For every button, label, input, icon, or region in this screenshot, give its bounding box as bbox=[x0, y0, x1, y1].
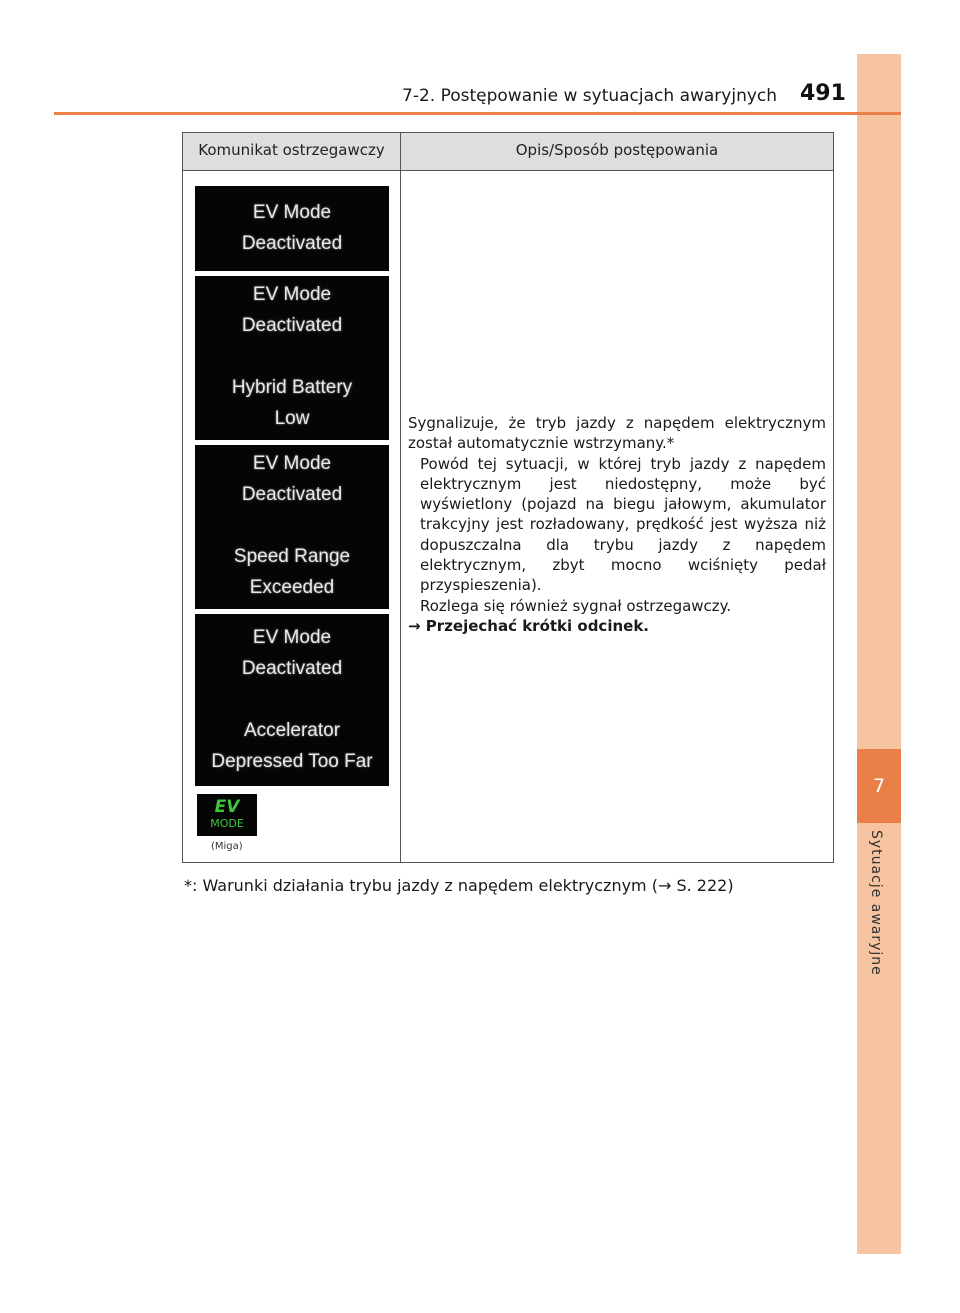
description-reason: Powód tej sytuacji, w której tryb jazdy z napędem elektrycznym jest niedostępny, może być wyświetlony (pojazd na biegu jałowym, akumulator trakcyjny jest rozładowany, prędkość jest wyższa niż dopuszczalna dla trybu jazdy z napędem elektrycznym, zbyt mocno wciśnięty pedał przyspieszenia). bbox=[420, 454, 826, 595]
screen-line: EV Mode bbox=[252, 453, 332, 474]
header-divider bbox=[54, 112, 901, 115]
screen-line: EV Mode bbox=[252, 202, 332, 223]
description-sound: Rozlega się również sygnał ostrzegawczy. bbox=[420, 596, 732, 615]
description-intro: Sygnalizuje, że tryb jazdy z napędem elektrycznym został automatycznie wstrzymany.* bbox=[408, 414, 826, 453]
page-header-title: 7-2. Postępowanie w sytuacjach awaryjnych bbox=[402, 86, 778, 106]
footnote: *: Warunki działania trybu jazdy z napędem elektrycznym (→ S. 222) bbox=[184, 876, 734, 895]
warning-table bbox=[182, 132, 834, 863]
screen-line: Hybrid Battery bbox=[231, 377, 353, 398]
screen-line: Speed Range bbox=[233, 546, 351, 567]
chapter-number-badge: 7 bbox=[857, 749, 901, 823]
chapter-side-tab bbox=[857, 54, 901, 1254]
screen-line: Low bbox=[274, 408, 310, 429]
screen-line: Deactivated bbox=[241, 315, 343, 336]
screen-line: Deactivated bbox=[241, 484, 343, 505]
display-screen-battery-low bbox=[195, 276, 389, 440]
page-number: 491 bbox=[800, 81, 846, 106]
description-cell bbox=[408, 413, 826, 636]
mode-icon-text: MODE bbox=[210, 817, 244, 830]
display-screen-speed-exceeded bbox=[195, 445, 389, 609]
screen-line: EV Mode bbox=[252, 627, 332, 648]
column-divider bbox=[400, 133, 401, 862]
column-header-message: Komunikat ostrzegawczy bbox=[198, 141, 385, 159]
description-action: → Przejechać krótki odcinek. bbox=[408, 616, 649, 635]
indicator-caption: (Miga) bbox=[211, 841, 243, 852]
table-header-row bbox=[183, 133, 833, 171]
display-screen-accelerator bbox=[195, 614, 389, 786]
screen-line: Accelerator bbox=[243, 720, 341, 741]
chapter-label: Sytuacje awaryjne bbox=[868, 830, 884, 976]
screen-line: Depressed Too Far bbox=[211, 751, 373, 772]
ev-mode-indicator-icon bbox=[197, 794, 257, 836]
screen-line: EV Mode bbox=[252, 284, 332, 305]
display-screen-ev-deactivated bbox=[195, 186, 389, 271]
column-header-description: Opis/Sposób postępowania bbox=[515, 141, 719, 159]
screen-line: Deactivated bbox=[241, 658, 343, 679]
screen-line: Deactivated bbox=[241, 233, 343, 254]
screen-line: Exceeded bbox=[249, 577, 335, 598]
ev-icon-text: EV bbox=[214, 797, 240, 817]
